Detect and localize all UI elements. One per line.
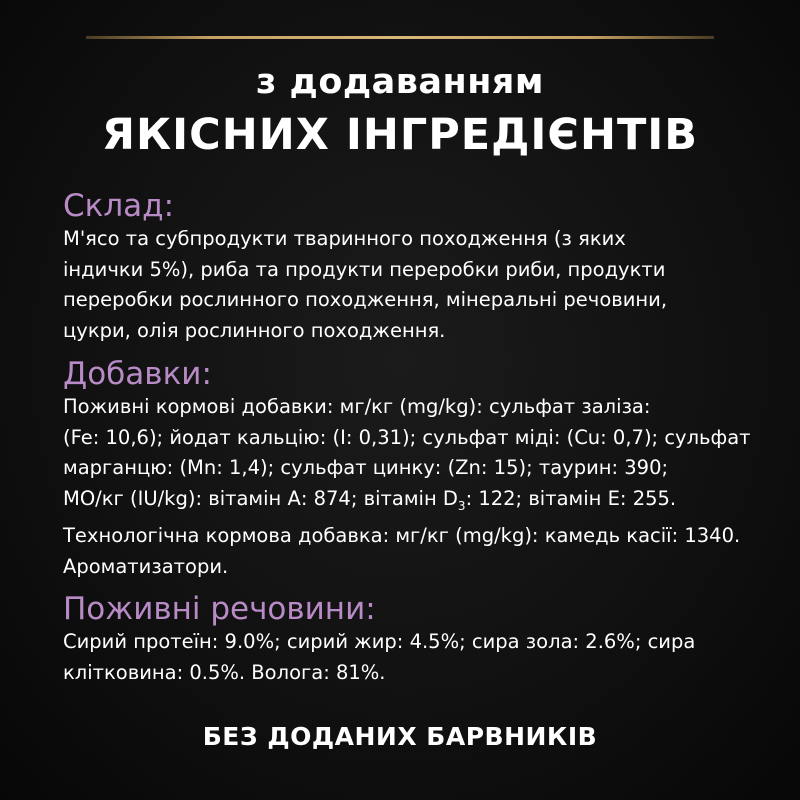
composition-line: індички 5%), риба та продукти переробки риби, продукти xyxy=(63,257,666,281)
nutrients-title: Поживні речовини: xyxy=(63,591,376,627)
vitamins-text-end: : 122; вітамін Е: 255. xyxy=(465,486,677,510)
additives-title: Добавки: xyxy=(63,356,212,392)
composition-line: цукри, олія рослинного походження. xyxy=(63,318,446,342)
composition-line: М'ясо та субпродукти тваринного походження (з яких xyxy=(63,227,626,250)
composition-line: переробки рослинного походження, мінеральні речовини, xyxy=(63,288,668,311)
composition-section xyxy=(63,188,753,346)
additives-line: Технологічна кормова добавка: мг/кг (mg/kg): камедь касії: 1340. xyxy=(63,524,741,547)
vitamins-text-start: МО/кг (IU/kg): вітамін А: 874; вітамін D xyxy=(63,486,458,510)
no-dyes-note: БЕЗ ДОДАНИХ БАРВНИКІВ xyxy=(202,722,598,751)
additives-text xyxy=(63,392,753,582)
additives-line: Поживні кормові добавки: мг/кг (mg/kg): сульфат заліза: xyxy=(63,395,651,418)
additives-line: (Fe: 10,6); йодат кальцію: (I: 0,31); сульфат міді: (Cu: 0,7); сульфат xyxy=(63,425,751,449)
nutrients-line: клітковина: 0.5%. Волога: 81%. xyxy=(63,660,386,684)
nutrients-text xyxy=(63,627,753,688)
heading-title: ЯКІСНИХ ІНГРЕДІЄНТІВ xyxy=(101,110,699,160)
additives-section xyxy=(63,356,753,582)
additives-line-vitamins xyxy=(63,484,753,522)
additives-line: марганцю: (Mn: 1,4); сульфат цинку: (Zn: 15); таурин: 390; xyxy=(63,456,669,479)
nutrients-line: Сирий протеїн: 9.0%; сирий жир: 4.5%; сира зола: 2.6%; сира xyxy=(63,630,696,653)
heading-subtitle: з додаванням xyxy=(256,62,544,102)
vitamin-d-subscript: 3 xyxy=(457,498,466,513)
additives-line: Ароматизатори. xyxy=(63,554,229,578)
nutrients-section xyxy=(63,591,753,688)
composition-text xyxy=(63,224,753,346)
composition-title: Склад: xyxy=(63,188,175,224)
gold-divider xyxy=(86,36,714,39)
